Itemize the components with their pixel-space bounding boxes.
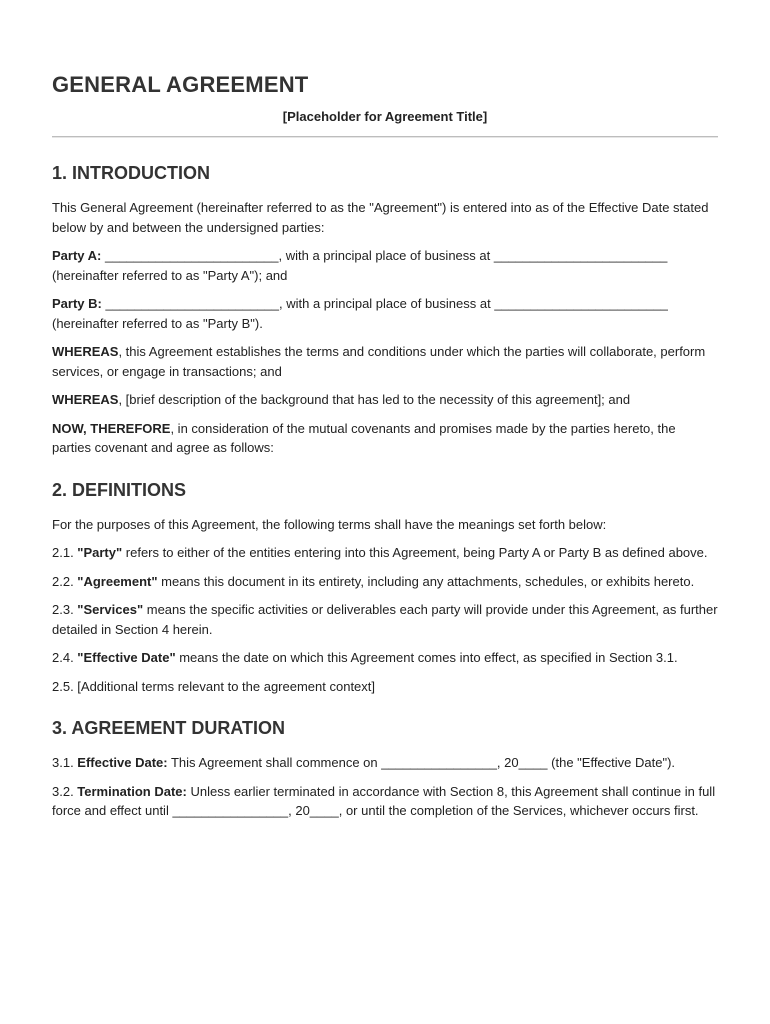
whereas-label-1: WHEREAS [52, 344, 119, 359]
whereas-paragraph-1 [52, 342, 718, 381]
intro-paragraph: This General Agreement (hereinafter referred to as the "Agreement") is entered into as of the Effective Date stated below by and between the undersigned parties: [52, 200, 709, 235]
definition-term: "Party" [77, 545, 123, 560]
whereas-text-1: , this Agreement establishes the terms and conditions under which the parties will collaborate, perform services, or engage in transactions; and [52, 344, 706, 379]
definition-term: "Agreement" [77, 573, 158, 589]
now-therefore-paragraph [52, 419, 718, 458]
definitions-intro: For the purposes of this Agreement, the following terms shall have the meanings set forth below: [52, 516, 607, 532]
party-b-paragraph [52, 294, 718, 333]
duration-item [52, 753, 718, 773]
party-a-text: ________________________, with a principal place of business at ________________________ (hereinafter referred to as "Party A"); and [52, 248, 668, 283]
section-heading-definitions: 2. DEFINITIONS [52, 479, 187, 500]
duration-number: 3.1. [52, 755, 78, 770]
now-therefore-text: , in consideration of the mutual covenants and promises made by the parties hereto, the parties covenant and agree as follows: [52, 420, 676, 455]
definition-term: "Effective Date" [77, 650, 176, 665]
duration-term: Termination Date: [77, 783, 187, 799]
now-therefore-label: NOW, THEREFORE [52, 420, 171, 436]
definition-item [52, 600, 718, 639]
definition-item [52, 543, 718, 563]
definition-text: refers to either of the entities entering into this Agreement, being Party A or Party B as defined above. [122, 545, 708, 560]
section-heading-duration: 3. AGREEMENT DURATION [52, 718, 286, 738]
party-a-label: Party A: [52, 248, 102, 263]
party-a-paragraph [52, 246, 718, 285]
party-b-label: Party B: [52, 296, 102, 311]
definition-number: 2.3. [52, 602, 78, 617]
definition-number: 2.2. [52, 573, 78, 589]
whereas-label-2: WHEREAS [52, 392, 119, 407]
definition-text: means the specific activities or deliverables each party will provide under this Agreement, as further detailed in Section 4 herein. [52, 602, 718, 637]
definition-number: 2.1. [52, 545, 78, 560]
duration-item [52, 782, 718, 821]
definition-item [52, 648, 718, 668]
duration-text: This Agreement shall commence on ________________, 20____ (the "Effective Date"). [167, 755, 676, 770]
definition-text: means the date on which this Agreement comes into effect, as specified in Section 3.1. [175, 650, 678, 665]
definition-item-additional: 2.5. [Additional terms relevant to the agreement context] [52, 678, 376, 694]
document-subtitle: [Placeholder for Agreement Title] [282, 109, 488, 124]
duration-text: Unless earlier terminated in accordance with Section 8, this Agreement shall continue in full force and effect until ________________, 20____, or until the completion of the Services, whichever occurs first. [52, 783, 716, 818]
whereas-text-2: , [brief description of the background that has led to the necessity of this agreement]; and [118, 392, 631, 407]
definition-item [52, 572, 718, 592]
definition-term: "Services" [77, 602, 144, 617]
whereas-paragraph-2 [52, 390, 718, 410]
duration-term: Effective Date: [77, 755, 168, 770]
duration-number: 3.2. [52, 783, 78, 799]
definition-number: 2.4. [52, 650, 78, 665]
party-b-text: ________________________, with a principal place of business at ________________________ (hereinafter referred to as "Party B"). [52, 296, 668, 331]
document-title: GENERAL AGREEMENT [52, 72, 309, 97]
section-heading-introduction: 1. INTRODUCTION [52, 163, 211, 183]
definition-text: means this document in its entirety, including any attachments, schedules, or exhibits hereto. [157, 573, 695, 589]
title-divider [52, 136, 718, 138]
